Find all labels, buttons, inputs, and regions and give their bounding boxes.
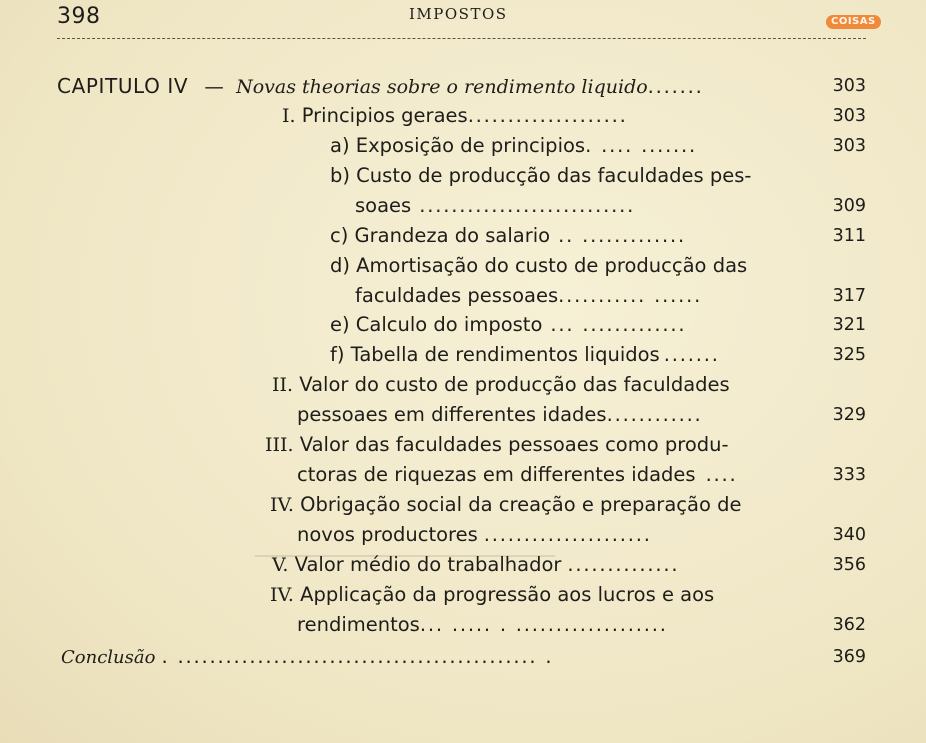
section-numeral: II. [272,374,294,396]
toc-section-continuation [297,403,703,426]
page-ref: 356 [832,555,866,575]
toc-section-entry [270,493,741,516]
item-title-line1: b) Custo de producção das faculdades pes- [330,164,752,187]
leader-dots: ....... [663,343,720,366]
toc-section-entry [265,433,729,456]
section-title-line1: Valor das faculdades pessoaes como produ- [299,433,729,456]
section-title-line1: Applicação da progressão aos lucros e aos [300,583,715,606]
page-ref: 325 [832,345,866,365]
chapter-dash: — [204,75,224,98]
page-ref: 317 [832,286,866,306]
section-title-line1: Valor do custo de producção das faculdades [299,373,730,396]
leader-dots: . ............................................. . [161,645,554,668]
leader-dots: ........... ...... [558,284,703,307]
page-ref: 333 [832,465,866,485]
toc-item-entry [330,343,720,366]
item-title-line2: soaes [355,194,412,217]
toc-section-continuation [297,613,668,636]
watermark-logo: COISAS [826,15,881,29]
leader-dots: .. ............. [558,224,687,247]
toc-item-entry [330,164,751,187]
item-title: a) Exposição de principios [330,134,586,157]
leader-dots: .................... [467,104,628,127]
toc-section-entry [272,373,730,396]
section-title: Principios geraes [301,104,468,127]
item-title: f) Tabella de rendimentos liquidos [330,343,660,366]
leader-dots: . .... ....... [585,134,698,157]
leader-dots: .... [705,463,738,486]
conclusion-title: Conclusão [61,647,156,668]
chapter-label: CAPITULO IV [57,74,189,98]
section-title-line2: rendimentos [297,613,420,636]
page-number: 398 [57,4,101,29]
section-title-line1: Obrigação social da creação e preparação de [300,493,742,516]
page-ref: 303 [832,106,866,126]
page-ref: 362 [832,615,866,635]
toc-item-continuation [355,284,702,307]
page-ref: 303 [832,76,866,96]
toc-item-entry [330,224,686,247]
section-numeral: IV. [270,584,294,606]
toc-section-entry [272,553,679,576]
leader-dots: ... ............. [550,313,687,336]
section-numeral: V. [272,554,289,576]
item-title-line2: faculdades pessoaes [355,284,559,307]
toc-chapter-entry [57,74,704,98]
running-head: IMPOSTOS [409,5,508,23]
page-ref: 303 [832,136,866,156]
section-title-line2: novos productores [297,523,478,546]
section-title: Valor médio do trabalhador [294,553,562,576]
item-title: e) Calculo do imposto [330,313,543,336]
toc-section-entry [270,583,714,606]
leader-dots: ..................... [483,523,652,546]
toc-section-continuation [297,463,738,486]
toc-item-entry [330,254,747,277]
chapter-title: Novas theorias sobre o rendimento liquido [236,76,648,98]
item-title-line1: d) Amortisação do custo de producção das [330,254,748,277]
page-ref: 340 [832,525,866,545]
section-title-line2: ctoras de riquezas em differentes idades [297,463,696,486]
toc-item-entry [330,313,686,336]
page-ref: 309 [832,196,866,216]
leader-dots: ........................... [419,194,636,217]
section-numeral: IV. [270,494,294,516]
section-title-line2: pessoaes em differentes idades [297,403,607,426]
leader-dots: ... ..... . ................... [419,613,668,636]
section-numeral: III. [265,434,294,456]
toc-item-continuation [355,194,635,217]
leader-dots: ....... [647,75,704,98]
page-ref: 329 [832,405,866,425]
leader-dots: ............ [606,403,703,426]
page-ref: 321 [832,315,866,335]
toc-conclusion-entry [61,645,553,668]
item-title: c) Grandeza do salario [330,224,551,247]
section-numeral: I. [282,105,296,127]
toc-section-continuation [297,523,652,546]
toc-section-entry [282,104,628,127]
page-ref: 311 [832,226,866,246]
page-ref: 369 [832,647,866,667]
leader-dots: .............. [567,553,680,576]
toc-item-entry [330,134,697,157]
